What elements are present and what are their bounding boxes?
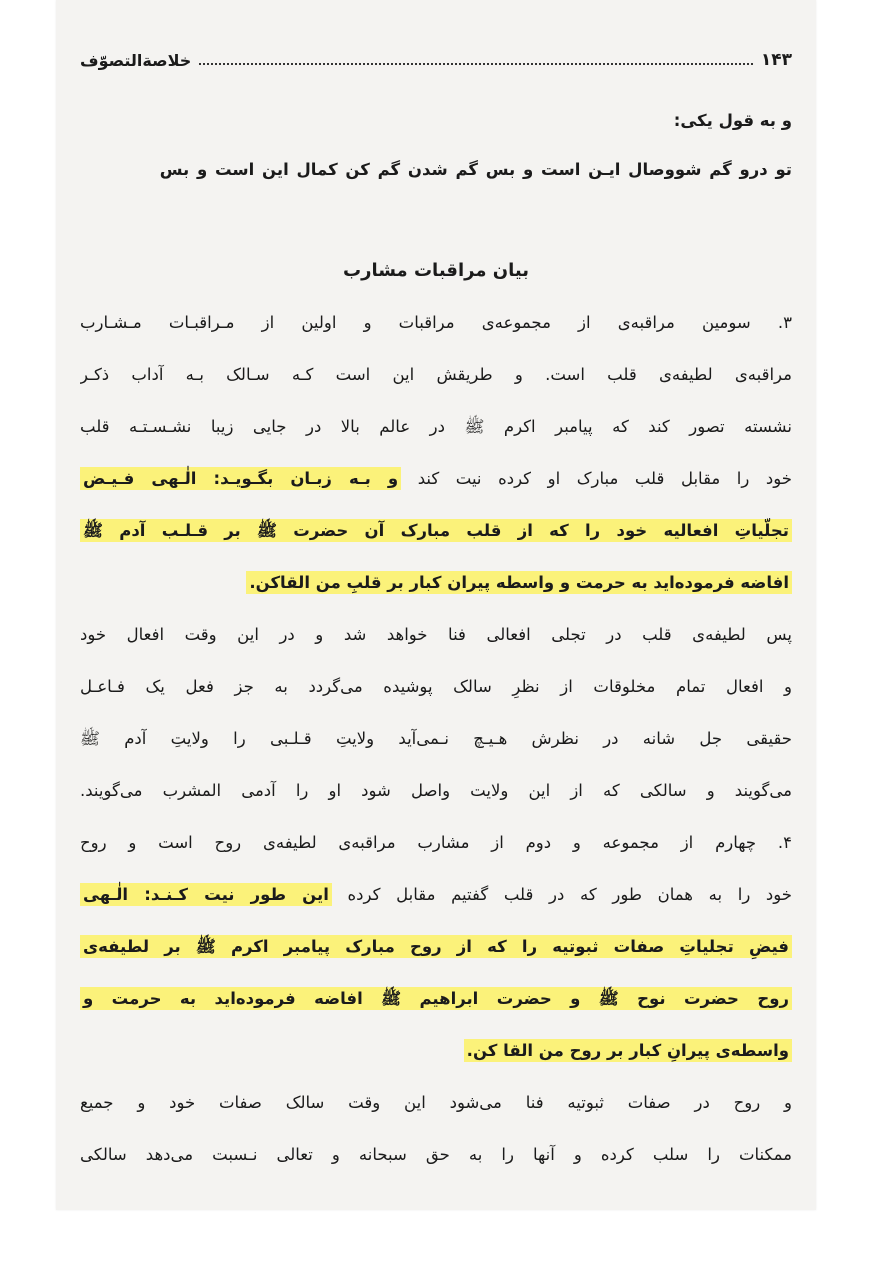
text-line-11: ۴. چهارم از مجموعه و دوم از مشارب مراقبه‌ی لطیفه‌ی روح است و روح <box>80 833 792 852</box>
text-line-16: و روح در صفات ثبوتیه فنا می‌شود این وقت سالک صفات خود و جمیع <box>80 1093 792 1112</box>
section-title: بیان مراقبات مشارب <box>343 260 529 281</box>
highlighted-phrase: و بـه زبـان بگـویـد: الٰـهی فـیـض <box>80 467 401 490</box>
text-line-14 <box>80 984 792 1016</box>
text-line-9: حقیقی جل شانه در نظرش هـیـچ نـمی‌آید ولایتِ قـلـبی را ولایتِ آدم ﷺ <box>80 729 792 748</box>
highlighted-phrase: واسطه‌ی پیرانِ کبار بر روح من القا کن. <box>464 1039 792 1062</box>
text-line-3: نشسته تصور کند که پیامبر اکرم ﷺ در عالم بالا در جایی زیبا نشـسـتـه قلب <box>80 417 792 436</box>
poem-verse: تو درو گم شووصال ایـن است و بس گم شدن گم کن کمال این است و بس <box>159 160 792 179</box>
text-line-12 <box>80 880 792 912</box>
text-line-2: مراقبه‌ی لطیفه‌ی قلب است. و طریقش این است کـه سـالک بـه آداب ذکـر <box>80 365 792 384</box>
text-line-7: پس لطیفه‌ی قلب در تجلی افعالی فنا خواهد شد و در این وقت افعال خود <box>80 625 792 644</box>
highlighted-phrase: تجلّیاتِ افعالیه خود را که از قلب مبارک آن حضرت ﷺ بر قـلـب آدم ﷺ <box>80 519 792 542</box>
highlighted-phrase: روح حضرت نوح ﷺ و حضرت ابراهیم ﷺ افاضه فرموده‌اید به حرمت و <box>80 987 792 1010</box>
text-line-5 <box>80 516 792 548</box>
page-header <box>80 44 792 70</box>
book-page <box>56 0 816 1210</box>
text-line-1: ۳. سومین مراقبه‌ی از مجموعه‌ی مراقبات و اولین از مـراقبـات مـشـارب <box>80 313 792 332</box>
running-title: خلاصةالتصوّف <box>80 51 192 70</box>
text-line-8: و افعال تمام مخلوقات از نظرِ سالک پوشیده می‌گردد به جز فعل یک فـاعـل <box>80 677 792 696</box>
text-line-10: می‌گویند و سالکی که از این ولایت واصل شود او را آدمی المشرب می‌گویند. <box>80 781 792 800</box>
text-line-6 <box>80 568 792 600</box>
highlighted-phrase: این طور نیت کـنـد: الٰـهی <box>80 883 332 906</box>
poem-intro: و به قول یکی: <box>673 111 792 130</box>
highlighted-phrase: فیضِ تجلیاتِ صفات ثبوتیه را که از روح مبارک پیامبر اکرم ﷺ بر لطیفه‌ی <box>80 935 792 958</box>
page-number: ۱۴۳ <box>760 50 792 70</box>
text-line-15 <box>80 1036 792 1068</box>
highlighted-phrase: افاضه فرموده‌اید به حرمت و واسطه پیران کبار بر قلبِ من القاکن. <box>246 571 792 594</box>
text-line-12-plain: خود را به همان طور که در قلب گفتیم مقابل کرده <box>347 885 792 904</box>
text-line-4-plain: خود را مقابل قلب مبارک او کرده نیت کند <box>417 469 792 488</box>
header-dot-leader <box>199 63 753 65</box>
text-line-4 <box>80 464 792 496</box>
text-line-13 <box>80 932 792 964</box>
text-line-17: ممکنات را سلب کرده و آنها را به حق سبحانه و تعالی نـسبت می‌دهد سالکی <box>80 1145 792 1164</box>
